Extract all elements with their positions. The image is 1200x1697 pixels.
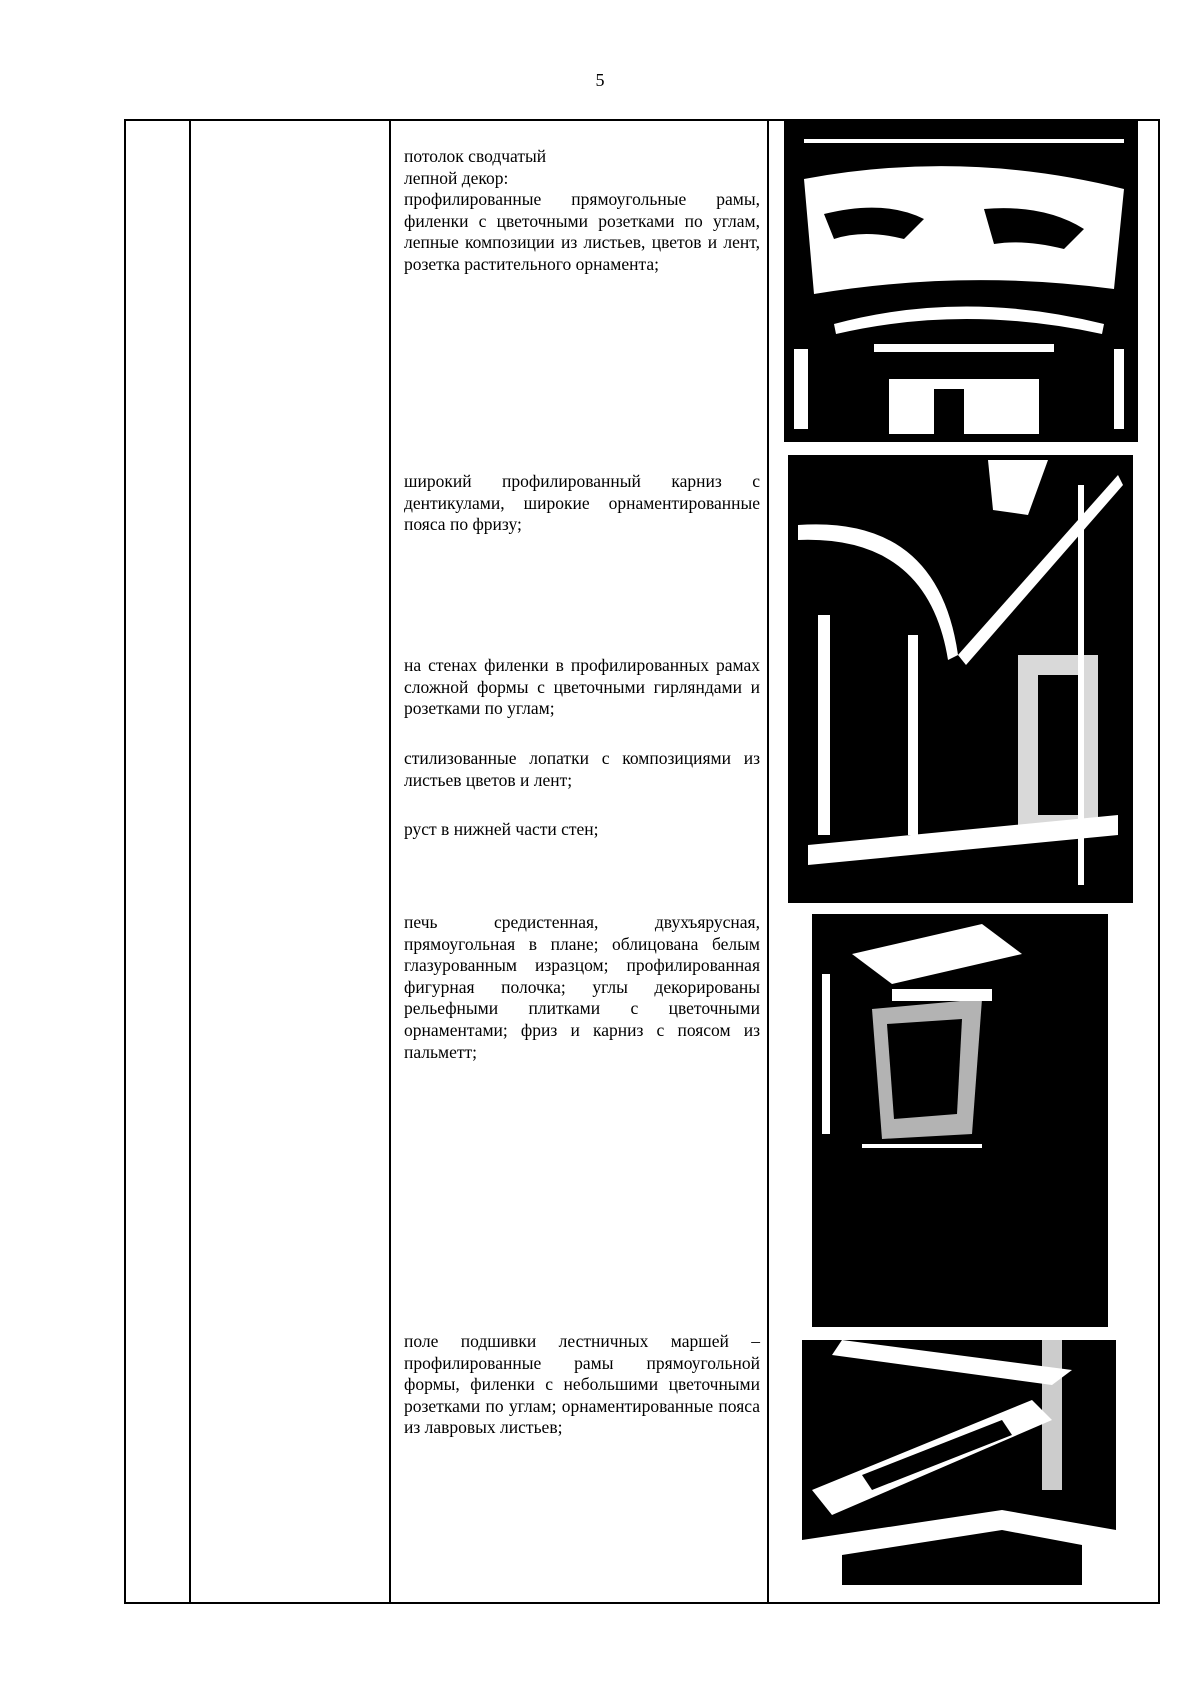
entry-stair-soffit — [404, 1331, 760, 1439]
entry-cornice — [404, 471, 760, 536]
text-paragraph: поле подшивки лестничных маршей – профилированные рамы прямоугольной формы, филенки с небольшими цветочными розетками по углам; орнаментированные пояса из лавровых листьев; — [404, 1331, 760, 1438]
column-divider-1 — [189, 119, 191, 1604]
text-paragraph: стилизованные лопатки с композициями из листьев цветов и лент; — [404, 748, 760, 790]
entry-ceiling — [404, 146, 760, 276]
entry-stove — [404, 912, 760, 1063]
stair-soffit-photo — [802, 1340, 1116, 1585]
entry-wall-panels — [404, 655, 760, 720]
ceiling-vault-photo — [784, 119, 1138, 442]
text-paragraph: печь средистенная, двухъярусная, прямоугольная в плане; облицована белым глазурованным изразцом; профилированная фигурная полочка; углы декорированы рельефными плитками с цветочными орнаментами; фриз и карниз с поясом из пальметт; — [404, 912, 760, 1062]
text-paragraph: широкий профилированный карниз с дентикулами, широкие орнаментированные пояса по фризу; — [404, 471, 760, 535]
text-line: потолок сводчатый — [404, 146, 547, 166]
text-paragraph: профилированные прямоугольные рамы, филенки с цветочными розетками по углам, лепные композиции из листьев, цветов и лент, розетка растительного орнамента; — [404, 189, 760, 274]
cornice-wall-photo — [788, 455, 1133, 903]
entry-pilasters — [404, 748, 760, 791]
entry-rustication — [404, 819, 760, 841]
text-paragraph: руст в нижней части стен; — [404, 819, 599, 839]
text-paragraph: на стенах филенки в профилированных рамах сложной формы с цветочными гирляндами и розетками по углам; — [404, 655, 760, 719]
stove-photo — [812, 914, 1108, 1327]
text-line: лепной декор: — [404, 167, 509, 188]
column-divider-2 — [389, 119, 391, 1604]
column-divider-3 — [767, 119, 769, 1604]
page-number: 5 — [595, 70, 605, 90]
